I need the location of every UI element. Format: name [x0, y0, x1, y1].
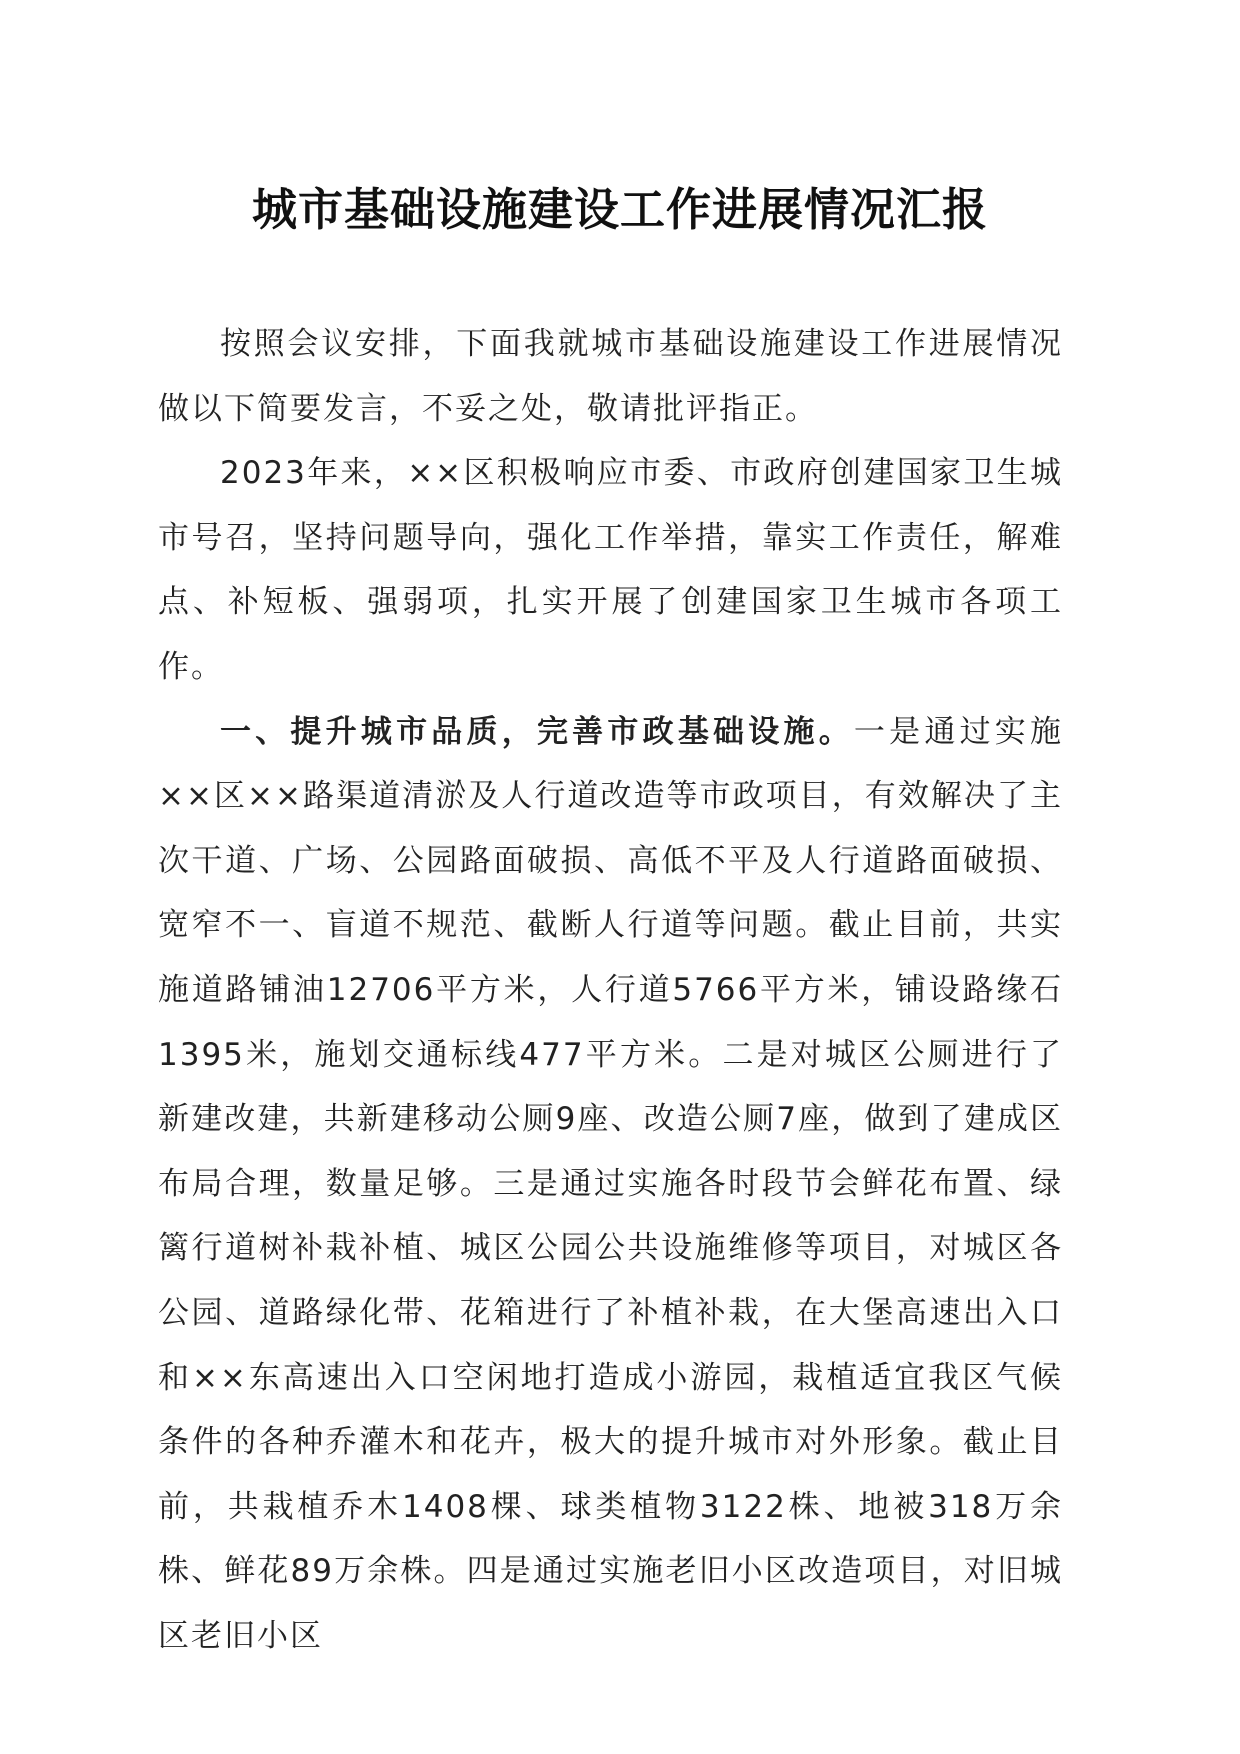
- document-title: 城市基础设施建设工作进展情况汇报: [251, 183, 988, 236]
- intro-paragraph: 按照会议安排，下面我就城市基础设施建设工作进展情况做以下简要发言，不妥之处，敬请批评指正。: [158, 326, 1063, 427]
- document-body: [158, 312, 1063, 1668]
- background-paragraph: 2023年来，××区积极响应市委、市政府创建国家卫生城市号召，坚持问题导向，强化工作举措，靠实工作责任，解难点、补短板、强弱项，扎实开展了创建国家卫生城市各项工作。: [158, 455, 1063, 685]
- section-1-text: 一是通过实施××区××路渠道清淤及人行道改造等市政项目，有效解决了主次干道、广场、公园路面破损、高低不平及人行道路面破损、宽窄不一、盲道不规范、截断人行道等问题。截止目前，共实施道路铺油12706平方米，人行道5766平方米，铺设路缘石1395米，施划交通标线477平方米。二是对城区公厕进行了新建改建，共新建移动公厕9座、改造公厕7座，做到了建成区布局合理，数量足够。三是通过实施各时段节会鲜花布置、绿篱行道树补栽补植、城区公园公共设施维修等项目，对城区各公园、道路绿化带、花箱进行了补植补栽，在大堡高速出入口和××东高速出入口空闲地打造成小游园，栽植适宜我区气候条件的各种乔灌木和花卉，极大的提升城市对外形象。截止目前，共栽植乔木1408棵、球类植物3122株、地被318万余株、鲜花89万余株。四是通过实施老旧小区改造项目，对旧城区老旧小区: [158, 713, 1064, 1654]
- section-1-paragraph: [158, 700, 1063, 1669]
- section-1-heading: 一、提升城市品质，完善市政基础设施。: [220, 713, 854, 750]
